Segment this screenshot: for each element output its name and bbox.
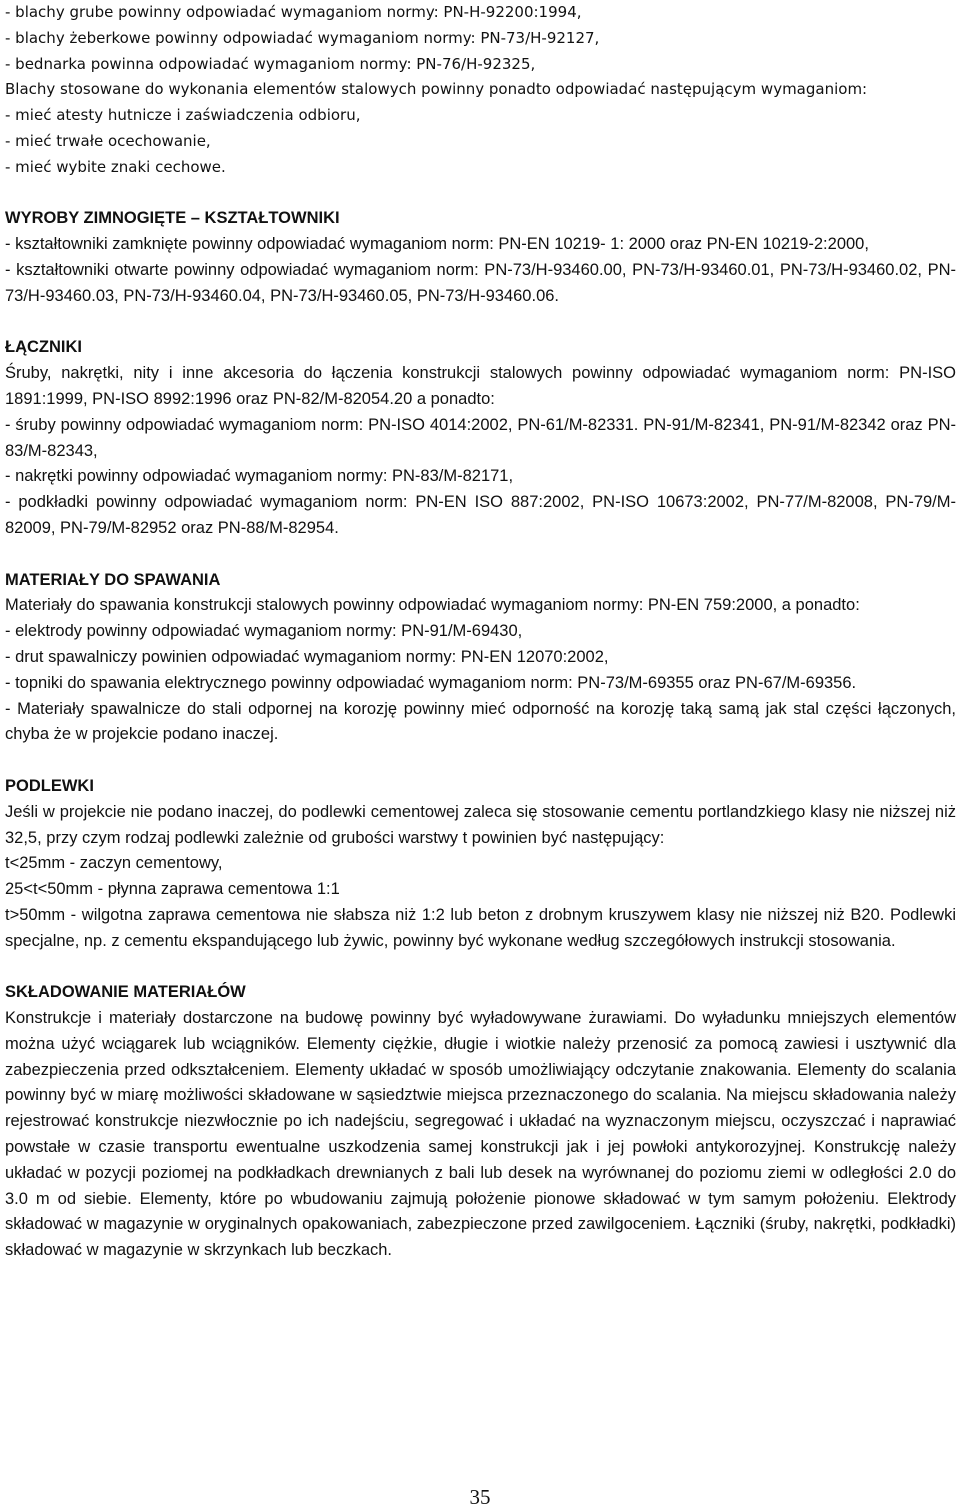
section-heading: SKŁADOWANIE MATERIAŁÓW: [5, 983, 246, 1002]
page-number: 35: [469, 1485, 491, 1509]
intro-line: - mieć atesty hutnicze i zaświadczenia odbioru,: [5, 106, 361, 125]
paragraph: Śruby, nakrętki, nity i inne akcesoria do łączenia konstrukcji stalowych powinny odpowiadać wymaganiom norm: PN-ISO 1891:1999, PN-ISO 8992:1996 oraz PN-82/M-82054.20 a ponadto:: [5, 364, 956, 408]
section-heading: WYROBY ZIMNOGIĘTE – KSZTAŁTOWNIKI: [5, 209, 340, 228]
intro-block: [5, 0, 956, 181]
section-wyroby-zimnogiete: [5, 206, 956, 309]
paragraph: - podkładki powinny odpowiadać wymaganiom norm: PN-EN ISO 887:2002, PN-ISO 10673:2002, PN-77/M-82008, PN-79/M-82009, PN-79/M-82952 oraz PN-88/M-82954.: [5, 493, 956, 537]
section-heading: MATERIAŁY DO SPAWANIA: [5, 570, 221, 589]
document-page: [5, 0, 956, 1264]
intro-line: Blachy stosowane do wykonania elementów stalowych powinny ponadto odpowiadać następującym wymaganiom:: [5, 80, 868, 99]
section-laczniki: [5, 335, 956, 541]
intro-line: - mieć trwałe ocechowanie,: [5, 131, 211, 150]
paragraph: Konstrukcje i materiały dostarczone na budowę powinny być wyładowywane żurawiami. Do wyładunku mniejszych elementów można użyć wciągarek lub wciągników. Elementy ciężkie, długie i wiotkie należy przenosić za pomocą zawiesi i usztywnić dla zabezpieczenia przed odkształceniem. Elementy układać w sposób umożliwiający odczytanie znakowania. Elementy do scalania powinny być w miarę możliwości składowane w sąsiedztwie miejsca przeznaczonego do scalania. Na miejscu składowania należy rejestrować konstrukcje niezwłocznie po ich nadejściu, segregować i układać na wyznaczonym miejscu, oczyszczać i naprawiać powstałe w czasie transportu ewentualne uszkodzenia samej konstrukcji jak i jej powłoki antykorozyjnej. Konstrukcję należy układać w pozycji poziomej na podkładkach drewnianych z bali lub desek na wyrównanej do poziomu ziemi w odległości 2.0 do 3.0 m od siebie. Elementy, które po wbudowaniu zajmują położenie pionowe składować w tym samym położeniu. Elektrody składować w magazynie w oryginalnych opakowaniach, zabezpieczone przed zawilgoceniem. Łączniki (śruby, nakrętki, podkładki) składować w magazynie w skrzynkach lub beczkach.: [5, 1009, 956, 1260]
paragraph: - kształtowniki otwarte powinny odpowiadać wymaganiom norm: PN-73/H-93460.00, PN-73/H-93460.01, PN-73/H-93460.02, PN-73/H-93460.03, PN-73/H-93460.04, PN-73/H-93460.05, PN-73/H-93460.06.: [5, 260, 956, 305]
section-heading: ŁĄCZNIKI: [5, 338, 82, 357]
paragraph: 25<t<50mm - płynna zaprawa cementowa 1:1: [5, 880, 340, 899]
paragraph: t>50mm - wilgotna zaprawa cementowa nie słabsza niż 1:2 lub beton z drobnym kruszywem klasy nie niższej niż B20. Podlewki specjalne, np. z cementu ekspandującego lub żywic, powinny być wykonane według szczegółowych instrukcji stosowania.: [5, 905, 956, 950]
paragraph: Materiały do spawania konstrukcji stalowych powinny odpowiadać wymaganiom normy: PN-EN 759:2000, a ponadto:: [5, 596, 860, 615]
paragraph: - topniki do spawania elektrycznego powinny odpowiadać wymaganiom norm: PN-73/M-69355 oraz PN-67/M-69356.: [5, 673, 857, 692]
paragraph: - Materiały spawalnicze do stali odpornej na korozję powinny mieć odporność na korozję taką samą jak stal części łączonych, chyba że w projekcie podano inaczej.: [5, 699, 956, 744]
paragraph: Jeśli w projekcie nie podano inaczej, do podlewki cementowej zaleca się stosowanie cementu portlandzkiego klasy nie niższej niż 32,5, przy czym rodzaj podlewki zależnie od grubości warstwy t powinien być następujący:: [5, 802, 956, 847]
section-heading: PODLEWKI: [5, 776, 94, 795]
paragraph: - drut spawalniczy powinien odpowiadać wymaganiom normy: PN-EN 12070:2002,: [5, 647, 609, 666]
paragraph: - śruby powinny odpowiadać wymaganiom norm: PN-ISO 4014:2002, PN-61/M-82331. PN-91/M-82341, PN-91/M-82342 oraz PN-83/M-82343,: [5, 415, 956, 460]
intro-line: - blachy żeberkowe powinny odpowiadać wymaganiom normy: PN-73/H-92127,: [5, 28, 600, 47]
paragraph: - nakrętki powinny odpowiadać wymaganiom normy: PN-83/M-82171,: [5, 467, 514, 486]
paragraph: t<25mm - zaczyn cementowy,: [5, 854, 223, 873]
section-podlewki: [5, 774, 956, 955]
intro-line: - mieć wybite znaki cechowe.: [5, 157, 226, 176]
paragraph: - elektrody powinny odpowiadać wymaganiom normy: PN-91/M-69430,: [5, 622, 523, 641]
section-skladowanie-materialow: [5, 980, 956, 1264]
intro-line: - blachy grube powinny odpowiadać wymaganiom normy: PN-H-92200:1994,: [5, 3, 582, 21]
intro-line: - bednarka powinna odpowiadać wymaganiom normy: PN-76/H-92325,: [5, 54, 536, 73]
section-materialy-do-spawania: [5, 568, 956, 749]
paragraph: - kształtowniki zamknięte powinny odpowiadać wymaganiom norm: PN-EN 10219- 1: 2000 oraz PN-EN 10219-2:2000,: [5, 235, 869, 254]
